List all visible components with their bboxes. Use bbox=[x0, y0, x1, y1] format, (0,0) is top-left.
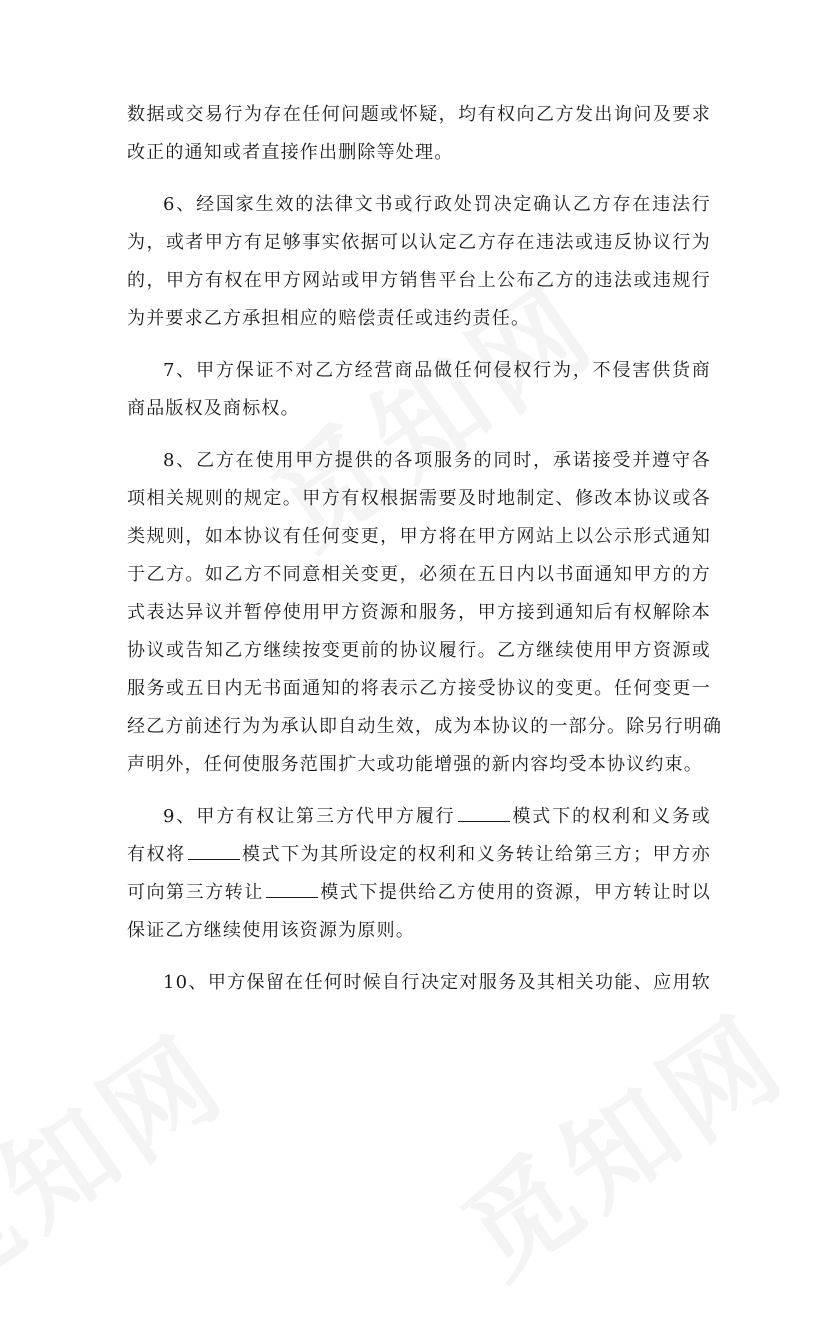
text-segment: 模式下的权利和义务或 bbox=[511, 806, 712, 827]
text-segment: 9、甲方有权让第三方代甲方履行 bbox=[163, 806, 456, 827]
text-line: 为，或者甲方有足够事实依据可以认定乙方存在违法或违反协议行为 bbox=[127, 232, 711, 253]
text-line bbox=[127, 798, 711, 836]
text-line: 6、经国家生效的法律文书或行政处罚决定确认乙方存在违法行 bbox=[163, 194, 711, 215]
text-line: 经乙方前述行为为承认即自动生效，成为本协议的一部分。除另行明确 bbox=[127, 716, 723, 737]
text-line: 7、甲方保证不对乙方经营商品做任何侵权行为，不侵害供货商 bbox=[163, 360, 711, 381]
paragraph-9 bbox=[127, 798, 711, 950]
text-line: 类规则，如本协议有任何变更，甲方将在甲方网站上以公示形式通知 bbox=[127, 526, 711, 547]
text-segment: 有权将 bbox=[127, 844, 186, 865]
text-line: 服务或五日内无书面通知的将表示乙方接受协议的变更。任何变更一 bbox=[127, 678, 711, 699]
document-body bbox=[127, 96, 723, 1016]
watermark-text-lower bbox=[427, 971, 813, 1307]
fill-in-blank[interactable] bbox=[188, 839, 240, 860]
text-line: 于乙方。如乙方不同意相关变更，必须在五日内以书面通知甲方的方 bbox=[127, 564, 711, 585]
text-line: 为并要求乙方承担相应的赔偿责任或违约责任。 bbox=[127, 308, 531, 329]
text-segment: 可向第三方转让 bbox=[127, 882, 264, 903]
paragraph-continued bbox=[127, 96, 711, 172]
text-segment: 模式下为其所设定的权利和义务转让给第三方；甲方亦 bbox=[241, 844, 711, 865]
text-line bbox=[127, 874, 711, 912]
text-line: 保证乙方继续使用该资源为原则。 bbox=[127, 920, 415, 941]
fill-in-blank[interactable] bbox=[458, 801, 510, 822]
text-line: 声明外，任何使服务范围扩大或功能增强的新内容均受本协议约束。 bbox=[127, 754, 703, 775]
text-line: 式表达异议并暂停使用甲方资源和服务，甲方接到通知后有权解除本 bbox=[127, 602, 711, 623]
text-line: 商品版权及商标权。 bbox=[127, 398, 300, 419]
text-line: 项相关规则的规定。甲方有权根据需要及时地制定、修改本协议或各 bbox=[127, 488, 711, 509]
paragraph-6 bbox=[127, 186, 711, 338]
paragraph-7 bbox=[127, 352, 711, 428]
text-line: 改正的通知或者直接作出删除等处理。 bbox=[127, 142, 454, 163]
text-line: 的，甲方有权在甲方网站或甲方销售平台上公布乙方的违法或违规行 bbox=[127, 270, 711, 291]
text-line bbox=[127, 836, 711, 874]
paragraph-8 bbox=[127, 442, 723, 784]
text-line: 协议或告知乙方继续按变更前的协议履行。乙方继续使用甲方资源或 bbox=[127, 640, 711, 661]
text-line: 10、甲方保留在任何时候自行决定对服务及其相关功能、应用软 bbox=[163, 972, 711, 993]
text-segment: 模式下提供给乙方使用的资源，甲方转让时以 bbox=[319, 882, 711, 903]
paragraph-10 bbox=[127, 964, 711, 1002]
fill-in-blank[interactable] bbox=[266, 877, 318, 898]
text-line: 8、乙方在使用甲方提供的各项服务的同时，承诺接受并遵守各 bbox=[163, 450, 711, 471]
watermark-text-left bbox=[0, 991, 253, 1327]
text-line: 数据或交易行为存在任何问题或怀疑，均有权向乙方发出询问及要求 bbox=[127, 104, 711, 125]
